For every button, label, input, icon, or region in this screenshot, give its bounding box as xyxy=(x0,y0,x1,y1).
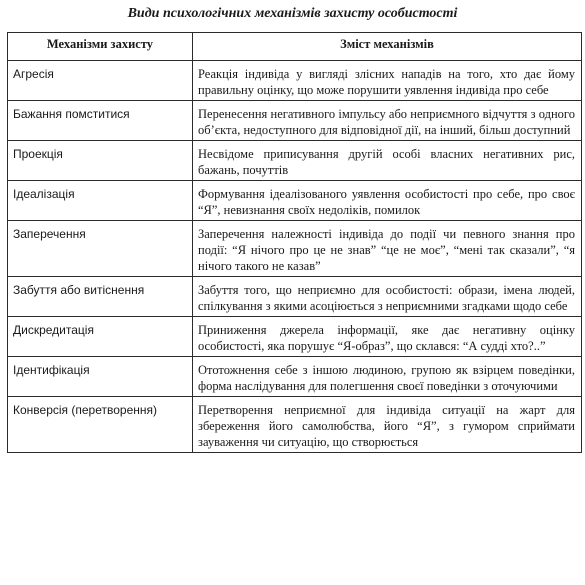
table-row xyxy=(8,357,582,397)
table-row xyxy=(8,397,582,453)
table-row xyxy=(8,317,582,357)
mechanism-content: Забуття того, що неприємно для особистості: образи, імена людей, спілкування з якими асоціюється з неприємними згадками щодо себе xyxy=(193,277,582,317)
mechanism-content: Формування ідеалізованого уявлення особистості про себе, про своє “Я”, невизнання своїх недоліків, помилок xyxy=(193,181,582,221)
mechanism-name: Заперечення xyxy=(8,221,193,277)
mechanism-content: Ототожнення себе з іншою людиною, групою як взірцем поведінки, форма наслідування для полегшення своєї поведінки з оточуючими xyxy=(193,357,582,397)
mechanism-content: Заперечення належності індивіда до події чи певного знання про події: “Я нічого про це не знав” “це не моє”, “мені так сказали”, “я нічого такого не казав” xyxy=(193,221,582,277)
table-row xyxy=(8,141,582,181)
table-header-row xyxy=(8,33,582,61)
table-row xyxy=(8,101,582,141)
mechanism-content: Приниження джерела інформації, яке дає негативну оцінку особистості, яка порушує “Я-образ”, що склався: “А судді хто?..” xyxy=(193,317,582,357)
table-row xyxy=(8,61,582,101)
mechanism-content: Реакція індивіда у вигляді злісних нападів на того, хто дає йому правильну оцінку, що може порушити уявлення індивіда про себе xyxy=(193,61,582,101)
mechanism-name: Ідеалізація xyxy=(8,181,193,221)
defense-mechanisms-table xyxy=(7,32,582,453)
mechanism-name: Забуття або витіснення xyxy=(8,277,193,317)
table-row xyxy=(8,221,582,277)
column-header-content: Зміст механізмів xyxy=(193,33,582,61)
table-row xyxy=(8,277,582,317)
mechanism-content: Несвідоме приписування другій особі власних негативних рис, бажань, почуттів xyxy=(193,141,582,181)
column-header-mechanisms: Механізми захисту xyxy=(8,33,193,61)
mechanism-content: Перенесення негативного імпульсу або неприємного відчуття з одного об’єкта, недоступного для відповідної дії, на інший, більш доступний xyxy=(193,101,582,141)
mechanism-name: Проекція xyxy=(8,141,193,181)
mechanism-name: Дискредитація xyxy=(8,317,193,357)
mechanism-name: Бажання помститися xyxy=(8,101,193,141)
mechanism-name: Агресія xyxy=(8,61,193,101)
mechanism-name: Ідентифікація xyxy=(8,357,193,397)
mechanism-name: Конверсія (перетворення) xyxy=(8,397,193,453)
mechanism-content: Перетворення неприємної для індивіда ситуації на жарт для збереження його самолюбства, його “Я”, з гумором сприймати зауваження чи ситуацію, що створюється xyxy=(193,397,582,453)
document-title: Види психологічних механізмів захисту особистості xyxy=(127,6,458,21)
table-row xyxy=(8,181,582,221)
